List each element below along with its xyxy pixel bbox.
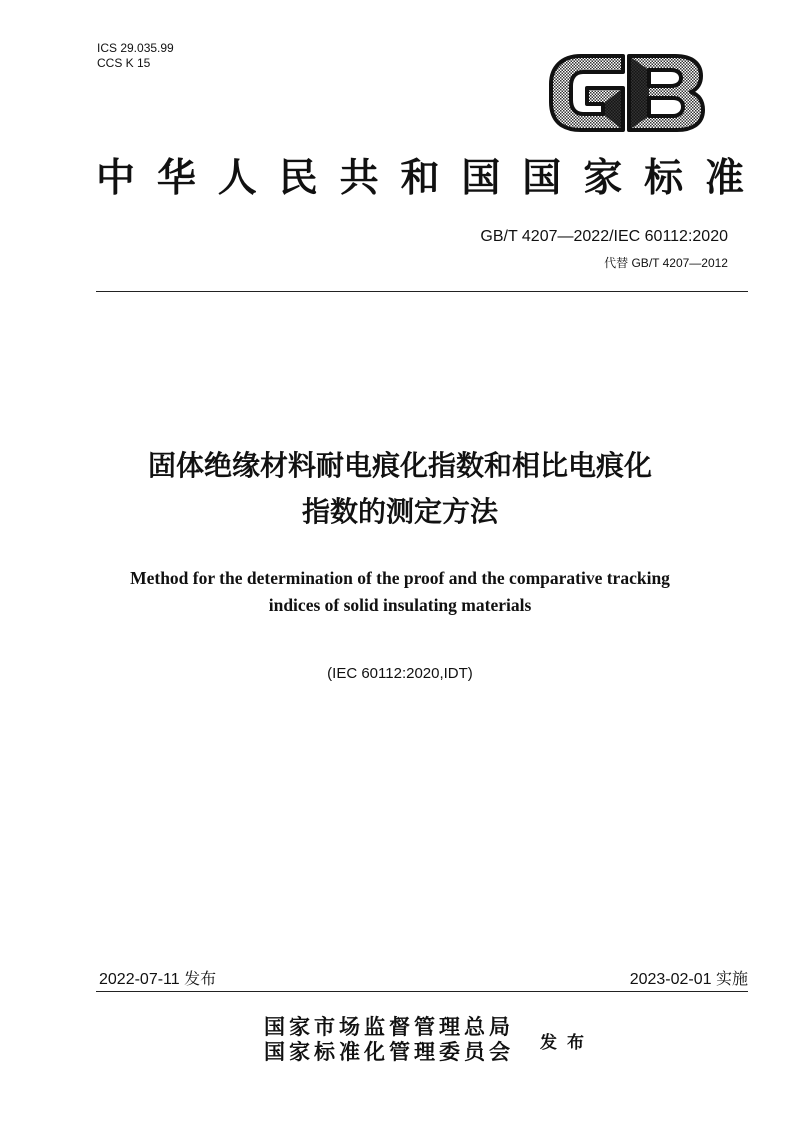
document-title-cn [60,443,740,535]
logo-text: GB [545,50,547,51]
adoption-note: (IEC 60112:2020,IDT) [327,665,473,682]
national-standard-title: 中华人民共和国国家标准 [96,155,750,201]
ccs-code: CCS K 15 [97,56,151,70]
issuing-authorities [264,1014,514,1064]
standard-code: GB/T 4207—2022/IEC 60112:2020 [480,228,728,245]
implementation-date: 2023-02-01 实施 [629,971,748,988]
authority-sac: 国家标准化管理委员会 [264,1039,514,1064]
header-rule [96,291,748,292]
publish-label: 发布 [540,1033,594,1053]
issue-date: 2022-07-11 发布 [99,971,217,988]
footer-rule [96,991,748,992]
title-cn-line-1: 固体绝缘材料耐电痕化指数和相比电痕化 [147,449,652,482]
title-en-line-2: indices of solid insulating materials [268,595,532,615]
gb-logo [545,50,707,136]
document-title-en [80,565,720,619]
title-cn-line-2: 指数的测定方法 [301,495,498,528]
classification-codes [97,41,174,71]
title-en-line-1: Method for the determination of the proof and the comparative tracking [130,568,670,588]
ics-code: ICS 29.035.99 [97,41,174,55]
replaces-code: 代替 GB/T 4207—2012 [604,256,728,270]
authority-samr: 国家市场监督管理总局 [264,1014,514,1039]
